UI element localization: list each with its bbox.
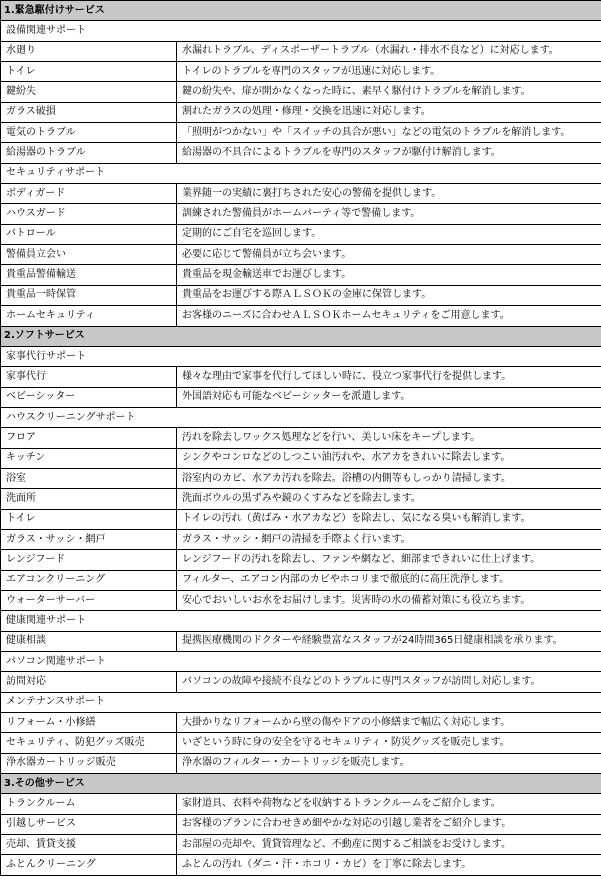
service-name-cell: 訪問対応 xyxy=(1,672,177,692)
service-row xyxy=(1,794,601,814)
service-description-cell: 様々な理由で家事を代行してほしい時に、役立つ家事代行を提供します。 xyxy=(177,367,601,387)
service-description-cell: 貴重品をお運びする際ＡＬＳＯＫの金庫に保管します。 xyxy=(177,285,601,305)
section-header: 3.その他サービス xyxy=(1,774,601,794)
service-description-cell: パソコンの故障や接続不良などのトラブルに専門スタッフが訪問し対応します。 xyxy=(177,672,601,692)
service-description-cell: 浄水器のフィルター・カートリッジを販売します。 xyxy=(177,753,601,773)
service-row xyxy=(1,570,601,590)
service-description-cell: トイレの汚れ（黄ばみ・水アカなど）を除去し、気になる臭いも解消します。 xyxy=(177,509,601,529)
service-name-cell: 給湯器のトラブル xyxy=(1,143,177,163)
service-description-cell: 割れたガラスの処理・修理・交換を迅速に対応します。 xyxy=(177,102,601,122)
subsection-header: 健康関連サポート xyxy=(1,611,601,631)
service-row xyxy=(1,41,601,61)
service-row xyxy=(1,306,601,326)
service-row xyxy=(1,428,601,448)
subsection-header-row xyxy=(1,163,601,183)
service-name-cell: 浴室 xyxy=(1,468,177,488)
service-description-cell: 「照明がつかない」や「スイッチの具合が悪い」などの電気のトラブルを解消します。 xyxy=(177,123,601,143)
subsection-header-row xyxy=(1,21,601,41)
service-description-cell: 業界随一の実績に裏打ちされた安心の警備を提供します。 xyxy=(177,184,601,204)
service-description-cell: お客様のニーズに合わせＡＬＳＯＫホームセキュリティをご用意します。 xyxy=(177,306,601,326)
service-row xyxy=(1,448,601,468)
service-description-cell: ふとんの汚れ（ダニ・汗・ホコリ・カビ）を丁寧に除去します。 xyxy=(177,855,601,875)
service-row xyxy=(1,733,601,753)
service-description-cell: お客様のプランに合わせきめ細やかな対応の引越し業者をご紹介します。 xyxy=(177,814,601,834)
service-name-cell: トイレ xyxy=(1,509,177,529)
service-name-cell: 警備員立会い xyxy=(1,245,177,265)
service-row xyxy=(1,529,601,549)
service-description-cell: 訓練された警備員がホームパーティ等で警備します。 xyxy=(177,204,601,224)
service-row xyxy=(1,387,601,407)
service-row xyxy=(1,102,601,122)
service-name-cell: ベビーシッター xyxy=(1,387,177,407)
service-name-cell: フロア xyxy=(1,428,177,448)
service-name-cell: 水廻り xyxy=(1,41,177,61)
service-name-cell: 家事代行 xyxy=(1,367,177,387)
service-name-cell: 浄水器カートリッジ販売 xyxy=(1,753,177,773)
service-name-cell: ふとんクリーニング xyxy=(1,855,177,875)
service-row xyxy=(1,509,601,529)
service-row xyxy=(1,123,601,143)
subsection-header: セキュリティサポート xyxy=(1,163,601,183)
subsection-header: 家事代行サポート xyxy=(1,346,601,366)
service-name-cell: 売却、賃貸支援 xyxy=(1,835,177,855)
service-name-cell: トイレ xyxy=(1,62,177,82)
service-description-cell: 貴重品を現金輸送車でお運びします。 xyxy=(177,265,601,285)
service-row xyxy=(1,245,601,265)
service-description-cell: レンジフードの汚れを除去し、ファンや網など、細部まできれいに仕上げます。 xyxy=(177,550,601,570)
service-description-cell: 安心でおいしいお水をお届けします。災害時の水の備蓄対策にも役立ちます。 xyxy=(177,590,601,610)
service-row xyxy=(1,835,601,855)
service-name-cell: ガラス・サッシ・網戸 xyxy=(1,529,177,549)
service-description-cell: いざという時に身の安全を守るセキュリティ・防災グッズを販売します。 xyxy=(177,733,601,753)
section-header-row xyxy=(1,326,601,346)
section-header: 1.緊急駆付けサービス xyxy=(1,1,601,21)
service-description-cell: 提携医療機関のドクターや経験豊富なスタッフが24時間365日健康相談を承ります。 xyxy=(177,631,601,651)
service-name-cell: セキュリティ、防犯グッズ販売 xyxy=(1,733,177,753)
service-name-cell: リフォーム・小修繕 xyxy=(1,713,177,733)
service-name-cell: キッチン xyxy=(1,448,177,468)
service-name-cell: 鍵紛失 xyxy=(1,82,177,102)
service-description-cell: 汚れを除去しワックス処理などを行い、美しい床をキープします。 xyxy=(177,428,601,448)
service-row xyxy=(1,672,601,692)
subsection-header-row xyxy=(1,407,601,427)
service-description-cell: 洗面ボウルの黒ずみや鏡のくすみなどを除去します。 xyxy=(177,489,601,509)
service-row xyxy=(1,204,601,224)
subsection-header-row xyxy=(1,692,601,712)
subsection-header-row xyxy=(1,346,601,366)
service-description-cell: トイレのトラブルを専門のスタッフが迅速に対応します。 xyxy=(177,62,601,82)
service-description-cell: 浴室内のカビ、水アカ汚れを除去。浴槽の内側等もしっかり清掃します。 xyxy=(177,468,601,488)
subsection-header: メンテナンスサポート xyxy=(1,692,601,712)
service-name-cell: 貴重品警備輸送 xyxy=(1,265,177,285)
service-description-cell: 鍵の紛失や、扉が開かなくなった時に、素早く駆付けトラブルを解消します。 xyxy=(177,82,601,102)
subsection-header: 設備関連サポート xyxy=(1,21,601,41)
service-row xyxy=(1,753,601,773)
service-name-cell: ハウスガード xyxy=(1,204,177,224)
service-name-cell: ボディガード xyxy=(1,184,177,204)
service-name-cell: ホームセキュリティ xyxy=(1,306,177,326)
service-row xyxy=(1,265,601,285)
service-row xyxy=(1,713,601,733)
service-description-cell: 家財道具、衣料や荷物などを収納するトランクルームをご紹介します。 xyxy=(177,794,601,814)
service-table-body xyxy=(1,1,601,876)
subsection-header-row xyxy=(1,652,601,672)
service-row xyxy=(1,468,601,488)
service-row xyxy=(1,814,601,834)
section-header: 2.ソフトサービス xyxy=(1,326,601,346)
subsection-header-row xyxy=(1,611,601,631)
service-name-cell: パトロール xyxy=(1,224,177,244)
service-name-cell: 貴重品一時保管 xyxy=(1,285,177,305)
service-name-cell: エアコンクリーニング xyxy=(1,570,177,590)
subsection-header: ハウスクリーニングサポート xyxy=(1,407,601,427)
service-row xyxy=(1,82,601,102)
service-row xyxy=(1,590,601,610)
service-name-cell: ガラス破損 xyxy=(1,102,177,122)
service-row xyxy=(1,224,601,244)
service-name-cell: レンジフード xyxy=(1,550,177,570)
service-description-cell: 水漏れトラブル、ディスポーザートラブル（水漏れ・排水不良など）に対応します。 xyxy=(177,41,601,61)
service-name-cell: 引越しサービス xyxy=(1,814,177,834)
section-header-row xyxy=(1,1,601,21)
service-row xyxy=(1,285,601,305)
service-description-cell: 給湯器の不具合によるトラブルを専門のスタッフが駆付け解消します。 xyxy=(177,143,601,163)
service-description-cell: フィルター、エアコン内部のカビやホコリまで徹底的に高圧洗浄します。 xyxy=(177,570,601,590)
service-description-cell: シンクやコンロなどのしつこい油汚れや、水アカをきれいに除去します。 xyxy=(177,448,601,468)
service-row xyxy=(1,550,601,570)
service-row xyxy=(1,143,601,163)
service-row xyxy=(1,367,601,387)
service-name-cell: トランクルーム xyxy=(1,794,177,814)
service-description-cell: 定期的にご自宅を巡回します。 xyxy=(177,224,601,244)
service-description-cell: ガラス・サッシ・網戸の清掃を手際よく行います。 xyxy=(177,529,601,549)
service-row xyxy=(1,631,601,651)
service-name-cell: ウォーターサーバー xyxy=(1,590,177,610)
subsection-header: パソコン関連サポート xyxy=(1,652,601,672)
service-name-cell: 電気のトラブル xyxy=(1,123,177,143)
service-name-cell: 洗面所 xyxy=(1,489,177,509)
service-description-cell: 大掛かりなリフォームから壁の傷やドアの小修繕まで幅広く対応します。 xyxy=(177,713,601,733)
service-row xyxy=(1,184,601,204)
service-description-cell: お部屋の売却や、賃貸管理など、不動産に関するご相談をお受けします。 xyxy=(177,835,601,855)
service-description-cell: 必要に応じて警備員が立ち会います。 xyxy=(177,245,601,265)
service-row xyxy=(1,489,601,509)
service-row xyxy=(1,855,601,875)
section-header-row xyxy=(1,774,601,794)
service-name-cell: 健康相談 xyxy=(1,631,177,651)
service-description-cell: 外国語対応も可能なベビーシッターを派遣します。 xyxy=(177,387,601,407)
service-row xyxy=(1,62,601,82)
